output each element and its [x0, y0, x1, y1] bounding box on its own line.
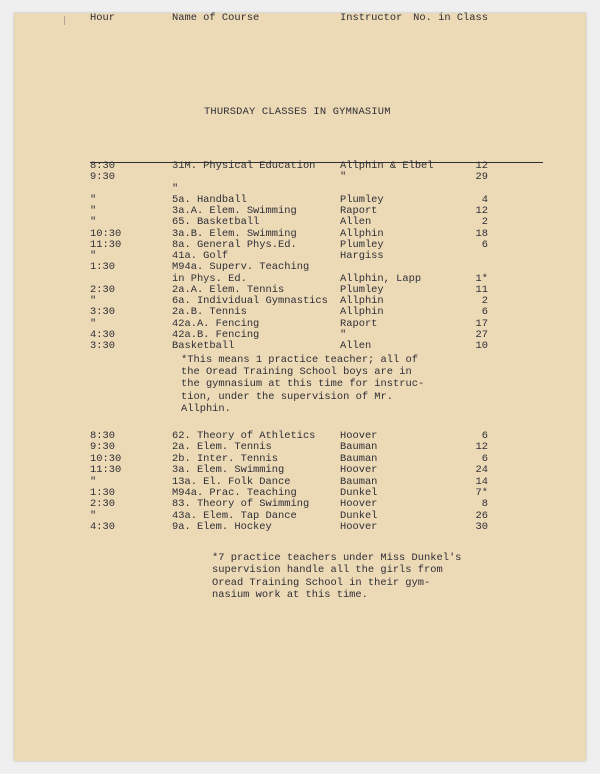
instructor-cell: Allen	[340, 216, 372, 229]
count-cell: 10	[475, 340, 488, 352]
table-row	[14, 184, 586, 196]
course-cell: 6a. Individual Gymnastics	[172, 295, 328, 307]
count-cell: 6	[481, 238, 488, 251]
course-cell: M94a. Superv. Teaching	[172, 261, 310, 274]
count-cell: 8	[481, 498, 488, 511]
hour-cell: "	[90, 193, 97, 206]
hour-cell: 9:30	[90, 441, 115, 454]
instructor-cell: Allphin & Elbel	[340, 160, 434, 172]
count-cell: 11	[475, 283, 488, 296]
footnote-line: tion, under the supervision of Mr.	[181, 390, 394, 403]
instructor-cell: Dunkel	[340, 509, 378, 522]
instructor-cell: Hoover	[340, 498, 378, 511]
header-course: Name of Course	[172, 12, 260, 24]
course-cell: 2b. Inter. Tennis	[172, 452, 279, 465]
hour-cell: 8:30	[90, 430, 115, 442]
footnote-line: the Oread Training School boys are in	[181, 366, 412, 379]
hour-cell: 4:30	[90, 521, 115, 534]
course-cell: M94a. Prac. Teaching	[172, 487, 297, 499]
course-cell: in Phys. Ed.	[172, 272, 247, 285]
hour-cell: 8:30	[90, 160, 115, 172]
instructor-cell: Allphin	[340, 295, 384, 307]
table-row	[14, 307, 586, 319]
count-cell: 4	[481, 193, 488, 206]
course-cell: 31M. Physical Education	[172, 160, 316, 172]
hour-cell: 9:30	[90, 171, 115, 184]
table-row	[14, 341, 586, 353]
instructor-cell: Raport	[340, 317, 378, 330]
header-instructor: Instructor	[340, 12, 403, 24]
count-cell: 17	[475, 317, 488, 330]
course-cell: 13a. El. Folk Dance	[172, 475, 291, 488]
paper-sheet	[14, 13, 586, 761]
count-cell: 7*	[475, 487, 488, 499]
hour-cell: "	[90, 205, 97, 217]
footnote-line: supervision handle all the girls from	[212, 564, 443, 577]
count-cell: 26	[475, 509, 488, 522]
course-cell: "	[172, 182, 179, 195]
instructor-cell: Allphin	[340, 306, 384, 319]
count-cell: 29	[475, 171, 488, 184]
hour-cell: 11:30	[90, 464, 122, 477]
course-cell: 5a. Handball	[172, 193, 247, 206]
course-cell: 8a. General Phys.Ed.	[172, 238, 297, 251]
course-cell: 83. Theory of Swimming	[172, 498, 310, 511]
course-cell: 42a.B. Fencing	[172, 328, 260, 341]
instructor-cell: Plumley	[340, 283, 384, 296]
table-row	[14, 172, 586, 184]
table-row	[14, 240, 586, 252]
table-row	[14, 262, 586, 274]
footnote-line: Allphin.	[181, 402, 231, 415]
hour-cell: 10:30	[90, 227, 122, 240]
instructor-cell: "	[340, 171, 347, 184]
course-cell: 3a. Elem. Swimming	[172, 464, 285, 477]
hour-cell: "	[90, 317, 97, 330]
hour-cell: 11:30	[90, 238, 122, 251]
instructor-cell: Hoover	[340, 430, 378, 442]
count-cell: 12	[475, 205, 488, 217]
count-cell: 27	[475, 328, 488, 341]
table-row	[14, 206, 586, 218]
header-count: No. in Class	[413, 12, 488, 24]
table-row	[14, 522, 586, 534]
hour-cell: "	[90, 475, 97, 488]
table-row	[14, 195, 586, 207]
hour-cell: 3:30	[90, 340, 115, 352]
instructor-cell: Allen	[340, 340, 372, 352]
course-cell: 43a. Elem. Tap Dance	[172, 509, 297, 522]
course-cell: 65. Basketball	[172, 216, 260, 229]
course-cell: 3a.A. Elem. Swimming	[172, 205, 297, 217]
hour-cell: 1:30	[90, 261, 115, 274]
count-cell: 12	[475, 441, 488, 454]
course-cell: 2a.B. Tennis	[172, 306, 247, 319]
instructor-cell: Plumley	[340, 238, 384, 251]
count-cell: 24	[475, 464, 488, 477]
course-cell: Basketball	[172, 340, 235, 352]
footnote-line: *7 practice teachers under Miss Dunkel's	[212, 552, 462, 564]
course-cell: 42a.A. Fencing	[172, 317, 260, 330]
instructor-cell: Hoover	[340, 521, 378, 534]
hour-cell: 4:30	[90, 328, 115, 341]
hour-cell: 3:30	[90, 306, 115, 319]
count-cell: 2	[481, 216, 488, 229]
hour-cell: "	[90, 509, 97, 522]
count-cell: 6	[481, 430, 488, 442]
count-cell: 12	[475, 160, 488, 172]
course-cell: 9a. Elem. Hockey	[172, 521, 272, 534]
course-cell: 2a.A. Elem. Tennis	[172, 283, 285, 296]
document	[14, 13, 586, 761]
course-cell: 3a.B. Elem. Swimming	[172, 227, 297, 240]
hour-cell: "	[90, 250, 97, 262]
course-cell: 41a. Golf	[172, 250, 229, 262]
count-cell: 6	[481, 452, 488, 465]
instructor-cell: Plumley	[340, 193, 384, 206]
instructor-cell: Allphin, Lapp	[340, 272, 422, 285]
hour-cell: 2:30	[90, 498, 115, 511]
count-cell: 14	[475, 475, 488, 488]
instructor-cell: Hargiss	[340, 250, 384, 262]
course-cell: 62. Theory of Athletics	[172, 430, 316, 442]
header-hour: Hour	[90, 12, 115, 24]
count-cell: 1*	[475, 272, 488, 285]
hour-cell: "	[90, 216, 97, 229]
footnote-line: nasium work at this time.	[212, 588, 368, 601]
instructor-cell: Bauman	[340, 452, 378, 465]
instructor-cell: "	[340, 328, 347, 341]
footnote-line: the gymnasium at this time for instruc-	[181, 378, 425, 391]
count-cell: 6	[481, 306, 488, 319]
count-cell: 18	[475, 227, 488, 240]
table-row	[14, 499, 586, 511]
footnote-line: *This means 1 practice teacher; all of	[181, 354, 418, 366]
document-title: THURSDAY CLASSES IN GYMNASIUM	[204, 106, 391, 118]
course-cell: 2a. Elem. Tennis	[172, 441, 272, 454]
instructor-cell: Dunkel	[340, 487, 378, 499]
hour-cell: "	[90, 295, 97, 307]
count-cell: 2	[481, 295, 488, 307]
instructor-cell: Hoover	[340, 464, 378, 477]
table-row	[14, 465, 586, 477]
hour-cell: 1:30	[90, 487, 115, 499]
footnote-line: Oread Training School in their gym-	[212, 576, 431, 589]
instructor-cell: Bauman	[340, 475, 378, 488]
hour-cell: 10:30	[90, 452, 122, 465]
instructor-cell: Bauman	[340, 441, 378, 454]
instructor-cell: Raport	[340, 205, 378, 217]
hour-cell: 2:30	[90, 283, 115, 296]
instructor-cell: Allphin	[340, 227, 384, 240]
count-cell: 30	[475, 521, 488, 534]
